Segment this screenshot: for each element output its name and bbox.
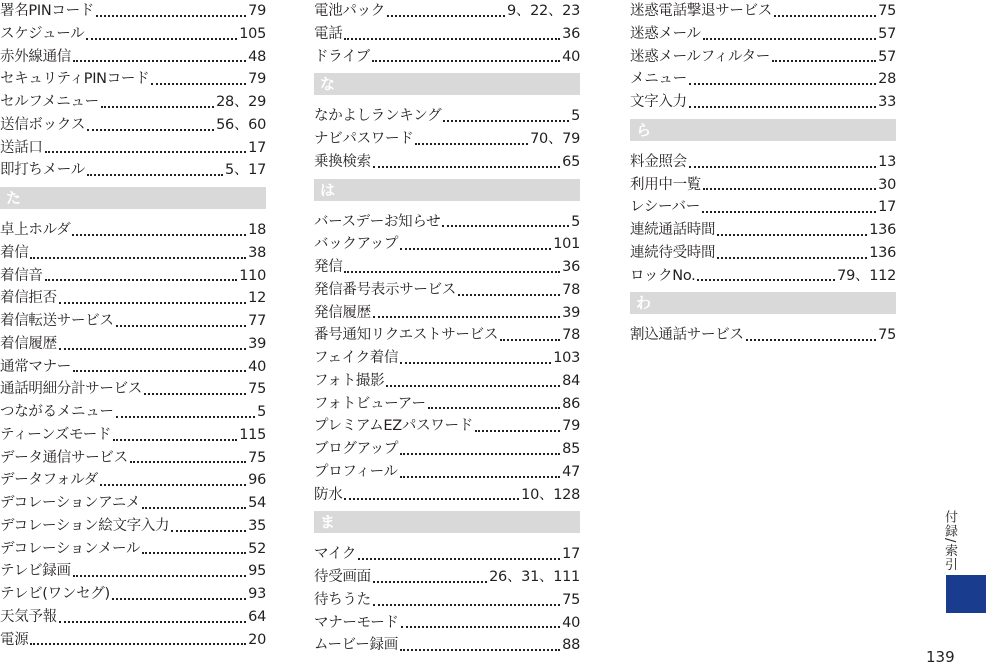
index-entry <box>630 0 896 23</box>
leader-dots <box>358 558 560 560</box>
leader-dots <box>73 370 246 372</box>
index-column-2 <box>314 0 580 657</box>
index-page-ref: 75 <box>248 381 266 398</box>
index-entry <box>0 46 266 69</box>
index-entry <box>314 566 580 589</box>
leader-dots <box>142 507 246 509</box>
index-page-ref: 12 <box>248 290 266 307</box>
index-page-ref: 5 <box>571 213 580 230</box>
index-page-ref: 33 <box>878 94 896 110</box>
section-header: ら <box>630 119 896 141</box>
index-entry <box>0 424 266 447</box>
index-term: データ通信サービス <box>0 449 128 466</box>
leader-dots <box>443 120 569 122</box>
index-entry <box>314 105 580 128</box>
index-entry <box>314 46 580 69</box>
index-term: ムービー録画 <box>314 637 398 654</box>
index-term: 待受画面 <box>314 569 371 585</box>
index-page-ref: 105 <box>239 25 266 42</box>
leader-dots <box>500 339 560 341</box>
index-entry <box>0 265 266 288</box>
index-term: 迷惑メールフィルター <box>630 48 770 65</box>
index-entry <box>314 634 580 657</box>
index-term: マナーモード <box>314 614 399 631</box>
leader-dots <box>400 453 560 455</box>
index-page-ref: 78 <box>562 281 580 298</box>
index-entry <box>0 219 266 242</box>
index-page-ref: 39 <box>562 304 580 321</box>
index-term: ナビパスワード <box>314 131 414 147</box>
index-entry <box>314 589 580 612</box>
index-entry <box>314 347 580 370</box>
index-entry <box>314 543 580 566</box>
index-page-ref: 52 <box>248 540 266 557</box>
leader-dots <box>442 225 569 227</box>
index-page-ref: 36 <box>562 25 580 42</box>
index-term: 乗換検索 <box>314 153 371 170</box>
index-entry <box>630 46 896 69</box>
index-entry <box>0 606 266 629</box>
leader-dots <box>689 106 876 108</box>
index-entry <box>314 393 580 416</box>
leader-dots <box>689 166 876 168</box>
index-term: マイク <box>314 546 357 563</box>
leader-dots <box>697 279 835 281</box>
index-entry <box>0 68 266 91</box>
page-number: 139 <box>926 648 955 666</box>
leader-dots <box>130 461 246 463</box>
index-page-ref: 13 <box>878 153 896 170</box>
index-term: セキュリティPINコード <box>0 71 150 88</box>
index-term: ロックNo. <box>630 267 696 284</box>
index-entry <box>314 128 580 151</box>
index-page-ref: 5 <box>257 404 266 420</box>
index-term: プロフィール <box>314 463 398 480</box>
index-term: 即打ちメール <box>0 162 85 179</box>
leader-dots <box>400 649 560 651</box>
index-page-ref: 79、112 <box>837 267 896 284</box>
index-page-ref: 93 <box>248 586 266 602</box>
leader-dots <box>171 530 246 532</box>
index-entry <box>630 219 896 242</box>
index-page-ref: 40 <box>562 48 580 65</box>
index-entry <box>0 287 266 310</box>
leader-dots <box>72 234 246 236</box>
index-page-ref: 5、17 <box>225 162 266 179</box>
index-entry <box>314 211 580 234</box>
index-term: メニュー <box>630 71 687 88</box>
index-entry <box>0 137 266 160</box>
index-term: 通常マナー <box>0 358 71 375</box>
leader-dots <box>30 643 246 645</box>
index-page-ref: 78 <box>562 327 580 344</box>
index-page-ref: 77 <box>248 313 266 329</box>
index-page-ref: 75 <box>878 3 896 19</box>
leader-dots <box>73 60 246 62</box>
index-page-ref: 5 <box>571 108 580 125</box>
index-page-ref: 18 <box>248 222 266 238</box>
index-term: 発信 <box>314 259 343 275</box>
index-page-ref: 70、79 <box>530 131 580 147</box>
leader-dots <box>689 83 876 85</box>
leader-dots <box>87 174 223 176</box>
index-term: バースデーお知らせ <box>314 213 441 230</box>
index-page-ref: 38 <box>248 244 266 261</box>
index-term: ドライブ <box>314 48 370 65</box>
leader-dots <box>87 129 214 131</box>
leader-dots <box>702 211 876 213</box>
index-term: 送信ボックス <box>0 116 86 133</box>
index-entry <box>630 196 896 219</box>
leader-dots <box>372 60 560 62</box>
index-page-ref: 56、60 <box>216 116 266 133</box>
section-side-label: 付録/索引 <box>942 510 957 572</box>
index-term: 着信音 <box>0 267 43 284</box>
index-entry <box>0 515 266 538</box>
index-term: バックアップ <box>314 236 399 253</box>
index-entry <box>314 233 580 256</box>
index-term: デコレーション絵文字入力 <box>0 517 170 534</box>
index-entry <box>0 447 266 470</box>
section-tab-marker <box>946 575 986 613</box>
leader-dots <box>746 339 877 341</box>
index-entry <box>314 279 580 302</box>
index-entry <box>630 151 896 174</box>
index-term: 迷惑電話撃退サービス <box>630 3 772 19</box>
leader-dots <box>59 302 246 304</box>
leader-dots <box>400 362 551 364</box>
index-entry <box>630 324 896 347</box>
leader-dots <box>774 15 876 17</box>
index-term: 発信番号表示サービス <box>314 281 456 298</box>
index-term: 割込通話サービス <box>630 327 744 344</box>
leader-dots <box>112 598 246 600</box>
leader-dots <box>475 430 560 432</box>
leader-dots <box>30 257 246 259</box>
index-term: 着信拒否 <box>0 290 57 307</box>
section-header: は <box>314 179 580 201</box>
index-page-ref: 10、128 <box>521 486 580 503</box>
index-entry <box>314 484 580 507</box>
index-term: つながるメニュー <box>0 404 114 420</box>
index-page-ref: 17 <box>878 199 896 216</box>
index-page-ref: 28、29 <box>216 94 266 110</box>
index-term: プレミアムEZパスワード <box>314 418 473 435</box>
index-term: なかよしランキング <box>314 108 442 125</box>
index-term: フェイク着信 <box>314 350 399 366</box>
index-term: テレビ録画 <box>0 563 71 580</box>
index-page-ref: 57 <box>878 25 896 42</box>
index-entry <box>314 302 580 325</box>
index-term: セルフメニュー <box>0 94 99 110</box>
index-page-ref: 110 <box>239 267 266 284</box>
leader-dots <box>45 151 247 153</box>
index-page-ref: 36 <box>562 259 580 275</box>
index-page-ref: 96 <box>248 472 266 489</box>
index-term: テレビ(ワンセグ) <box>0 586 110 602</box>
index-term: 電話 <box>314 25 343 42</box>
leader-dots <box>717 234 867 236</box>
section-header: な <box>314 73 580 95</box>
index-entry <box>0 378 266 401</box>
index-term: スケジュール <box>0 25 85 42</box>
leader-dots <box>96 15 246 17</box>
index-page-ref: 65 <box>562 153 580 170</box>
index-entry <box>0 91 266 114</box>
index-entry <box>0 629 266 652</box>
leader-dots <box>45 279 238 281</box>
index-page-ref: 84 <box>562 372 580 389</box>
index-entry <box>0 492 266 515</box>
index-page-ref: 48 <box>248 48 266 65</box>
index-term: 連続待受時間 <box>630 244 716 261</box>
index-entry <box>0 310 266 333</box>
index-entry <box>0 560 266 583</box>
index-term: デコレーションアニメ <box>0 495 141 511</box>
index-page-ref: 75 <box>248 449 266 466</box>
leader-dots <box>373 166 560 168</box>
index-entry <box>630 91 896 114</box>
leader-dots <box>344 498 519 500</box>
section-header: わ <box>630 292 896 314</box>
index-page-ref: 88 <box>562 637 580 654</box>
index-page-ref: 115 <box>239 426 266 443</box>
leader-dots <box>428 407 560 409</box>
leader-dots <box>373 604 560 606</box>
index-term: ブログアップ <box>314 441 399 457</box>
leader-dots <box>59 621 246 623</box>
index-term: フォトビューアー <box>314 395 426 412</box>
leader-dots <box>86 38 237 40</box>
leader-dots <box>151 83 246 85</box>
index-entry <box>0 159 266 182</box>
index-page-ref: 95 <box>248 563 266 580</box>
leader-dots <box>387 15 505 17</box>
index-term: 利用中一覧 <box>630 176 701 193</box>
section-header: た <box>0 187 266 209</box>
index-page-ref: 40 <box>248 358 266 375</box>
index-entry <box>314 256 580 279</box>
index-page-ref: 86 <box>562 395 580 412</box>
index-page-ref: 79 <box>562 418 580 435</box>
index-term: 赤外線通信 <box>0 48 71 65</box>
index-term: 番号通知リクエストサービス <box>314 327 499 344</box>
index-page-ref: 39 <box>248 335 266 352</box>
index-page-ref: 9、22、23 <box>506 3 580 19</box>
index-entry <box>0 114 266 137</box>
leader-dots <box>59 348 246 350</box>
index-term: 連続通話時間 <box>630 222 716 238</box>
index-entry <box>0 356 266 379</box>
index-page-ref: 136 <box>869 222 896 238</box>
index-entry <box>314 370 580 393</box>
index-page-ref: 64 <box>248 608 266 625</box>
index-term: 天気予報 <box>0 608 57 625</box>
index-page-ref: 57 <box>878 48 896 65</box>
index-term: 署名PINコード <box>0 3 94 19</box>
index-entry <box>0 401 266 424</box>
index-entry <box>314 324 580 347</box>
index-term: 文字入力 <box>630 94 687 110</box>
leader-dots <box>415 143 528 145</box>
index-term: 送話口 <box>0 139 43 156</box>
leader-dots <box>344 271 560 273</box>
index-term: 卓上ホルダ <box>0 222 71 238</box>
index-term: 着信転送サービス <box>0 313 114 329</box>
index-page-ref: 136 <box>869 244 896 261</box>
index-term: 電池パック <box>314 3 385 19</box>
index-term: 電源 <box>0 631 29 648</box>
index-entry <box>630 174 896 197</box>
index-page-ref: 75 <box>878 327 896 344</box>
index-page-ref: 40 <box>562 614 580 631</box>
section-header: ま <box>314 511 580 533</box>
leader-dots <box>400 248 551 250</box>
index-term: 防水 <box>314 486 343 503</box>
index-entry <box>0 23 266 46</box>
leader-dots <box>142 552 246 554</box>
index-page-ref: 17 <box>248 139 266 156</box>
leader-dots <box>344 38 560 40</box>
index-entry <box>0 242 266 265</box>
leader-dots <box>400 476 560 478</box>
index-term: 料金照会 <box>630 153 687 170</box>
leader-dots <box>100 484 246 486</box>
index-page-ref: 30 <box>878 176 896 193</box>
index-entry <box>314 612 580 635</box>
index-page-ref: 35 <box>248 517 266 534</box>
index-entry <box>0 583 266 606</box>
index-term: 通話明細分計サービス <box>0 381 142 398</box>
leader-dots <box>717 257 867 259</box>
leader-dots <box>401 626 561 628</box>
index-entry <box>0 538 266 561</box>
index-page-ref: 101 <box>553 236 580 253</box>
index-entry <box>314 23 580 46</box>
leader-dots <box>703 188 876 190</box>
index-page-ref: 20 <box>248 631 266 648</box>
index-entry <box>314 151 580 174</box>
index-entry <box>0 469 266 492</box>
index-page-ref: 47 <box>562 463 580 480</box>
leader-dots <box>113 439 237 441</box>
leader-dots <box>373 581 487 583</box>
index-term: ティーンズモード <box>0 426 112 443</box>
index-page-ref: 85 <box>562 441 580 457</box>
index-entry <box>0 0 266 23</box>
index-entry <box>630 23 896 46</box>
index-term: デコレーションメール <box>0 540 141 557</box>
index-term: 迷惑メール <box>630 25 701 42</box>
index-column-3 <box>630 0 896 347</box>
index-term: データフォルダ <box>0 472 99 489</box>
leader-dots <box>703 38 876 40</box>
index-page-ref: 26、31、111 <box>489 569 580 585</box>
leader-dots <box>386 385 560 387</box>
leader-dots <box>373 316 560 318</box>
index-entry <box>314 415 580 438</box>
index-entry <box>630 242 896 265</box>
index-entry <box>314 0 580 23</box>
index-term: 待ちうた <box>314 591 371 608</box>
index-page-ref: 75 <box>562 591 580 608</box>
index-page-ref: 17 <box>562 546 580 563</box>
index-term: フォト撮影 <box>314 372 385 389</box>
index-term: 発信履歴 <box>314 304 371 321</box>
index-entry <box>0 333 266 356</box>
index-page-ref: 79 <box>248 3 266 19</box>
index-page-ref: 79 <box>248 71 266 88</box>
leader-dots <box>144 393 246 395</box>
leader-dots <box>772 60 876 62</box>
index-term: 着信履歴 <box>0 335 57 352</box>
index-entry <box>314 438 580 461</box>
index-term: 着信 <box>0 244 29 261</box>
index-column-1 <box>0 0 266 651</box>
leader-dots <box>116 416 255 418</box>
index-entry <box>630 68 896 91</box>
index-term: レシーバー <box>630 199 700 216</box>
index-page-ref: 54 <box>248 495 266 511</box>
index-entry <box>630 265 896 288</box>
leader-dots <box>101 106 214 108</box>
leader-dots <box>116 325 247 327</box>
index-page-ref: 28 <box>878 71 896 88</box>
leader-dots <box>73 575 246 577</box>
index-page-ref: 103 <box>553 350 580 366</box>
leader-dots <box>458 294 560 296</box>
index-entry <box>314 461 580 484</box>
